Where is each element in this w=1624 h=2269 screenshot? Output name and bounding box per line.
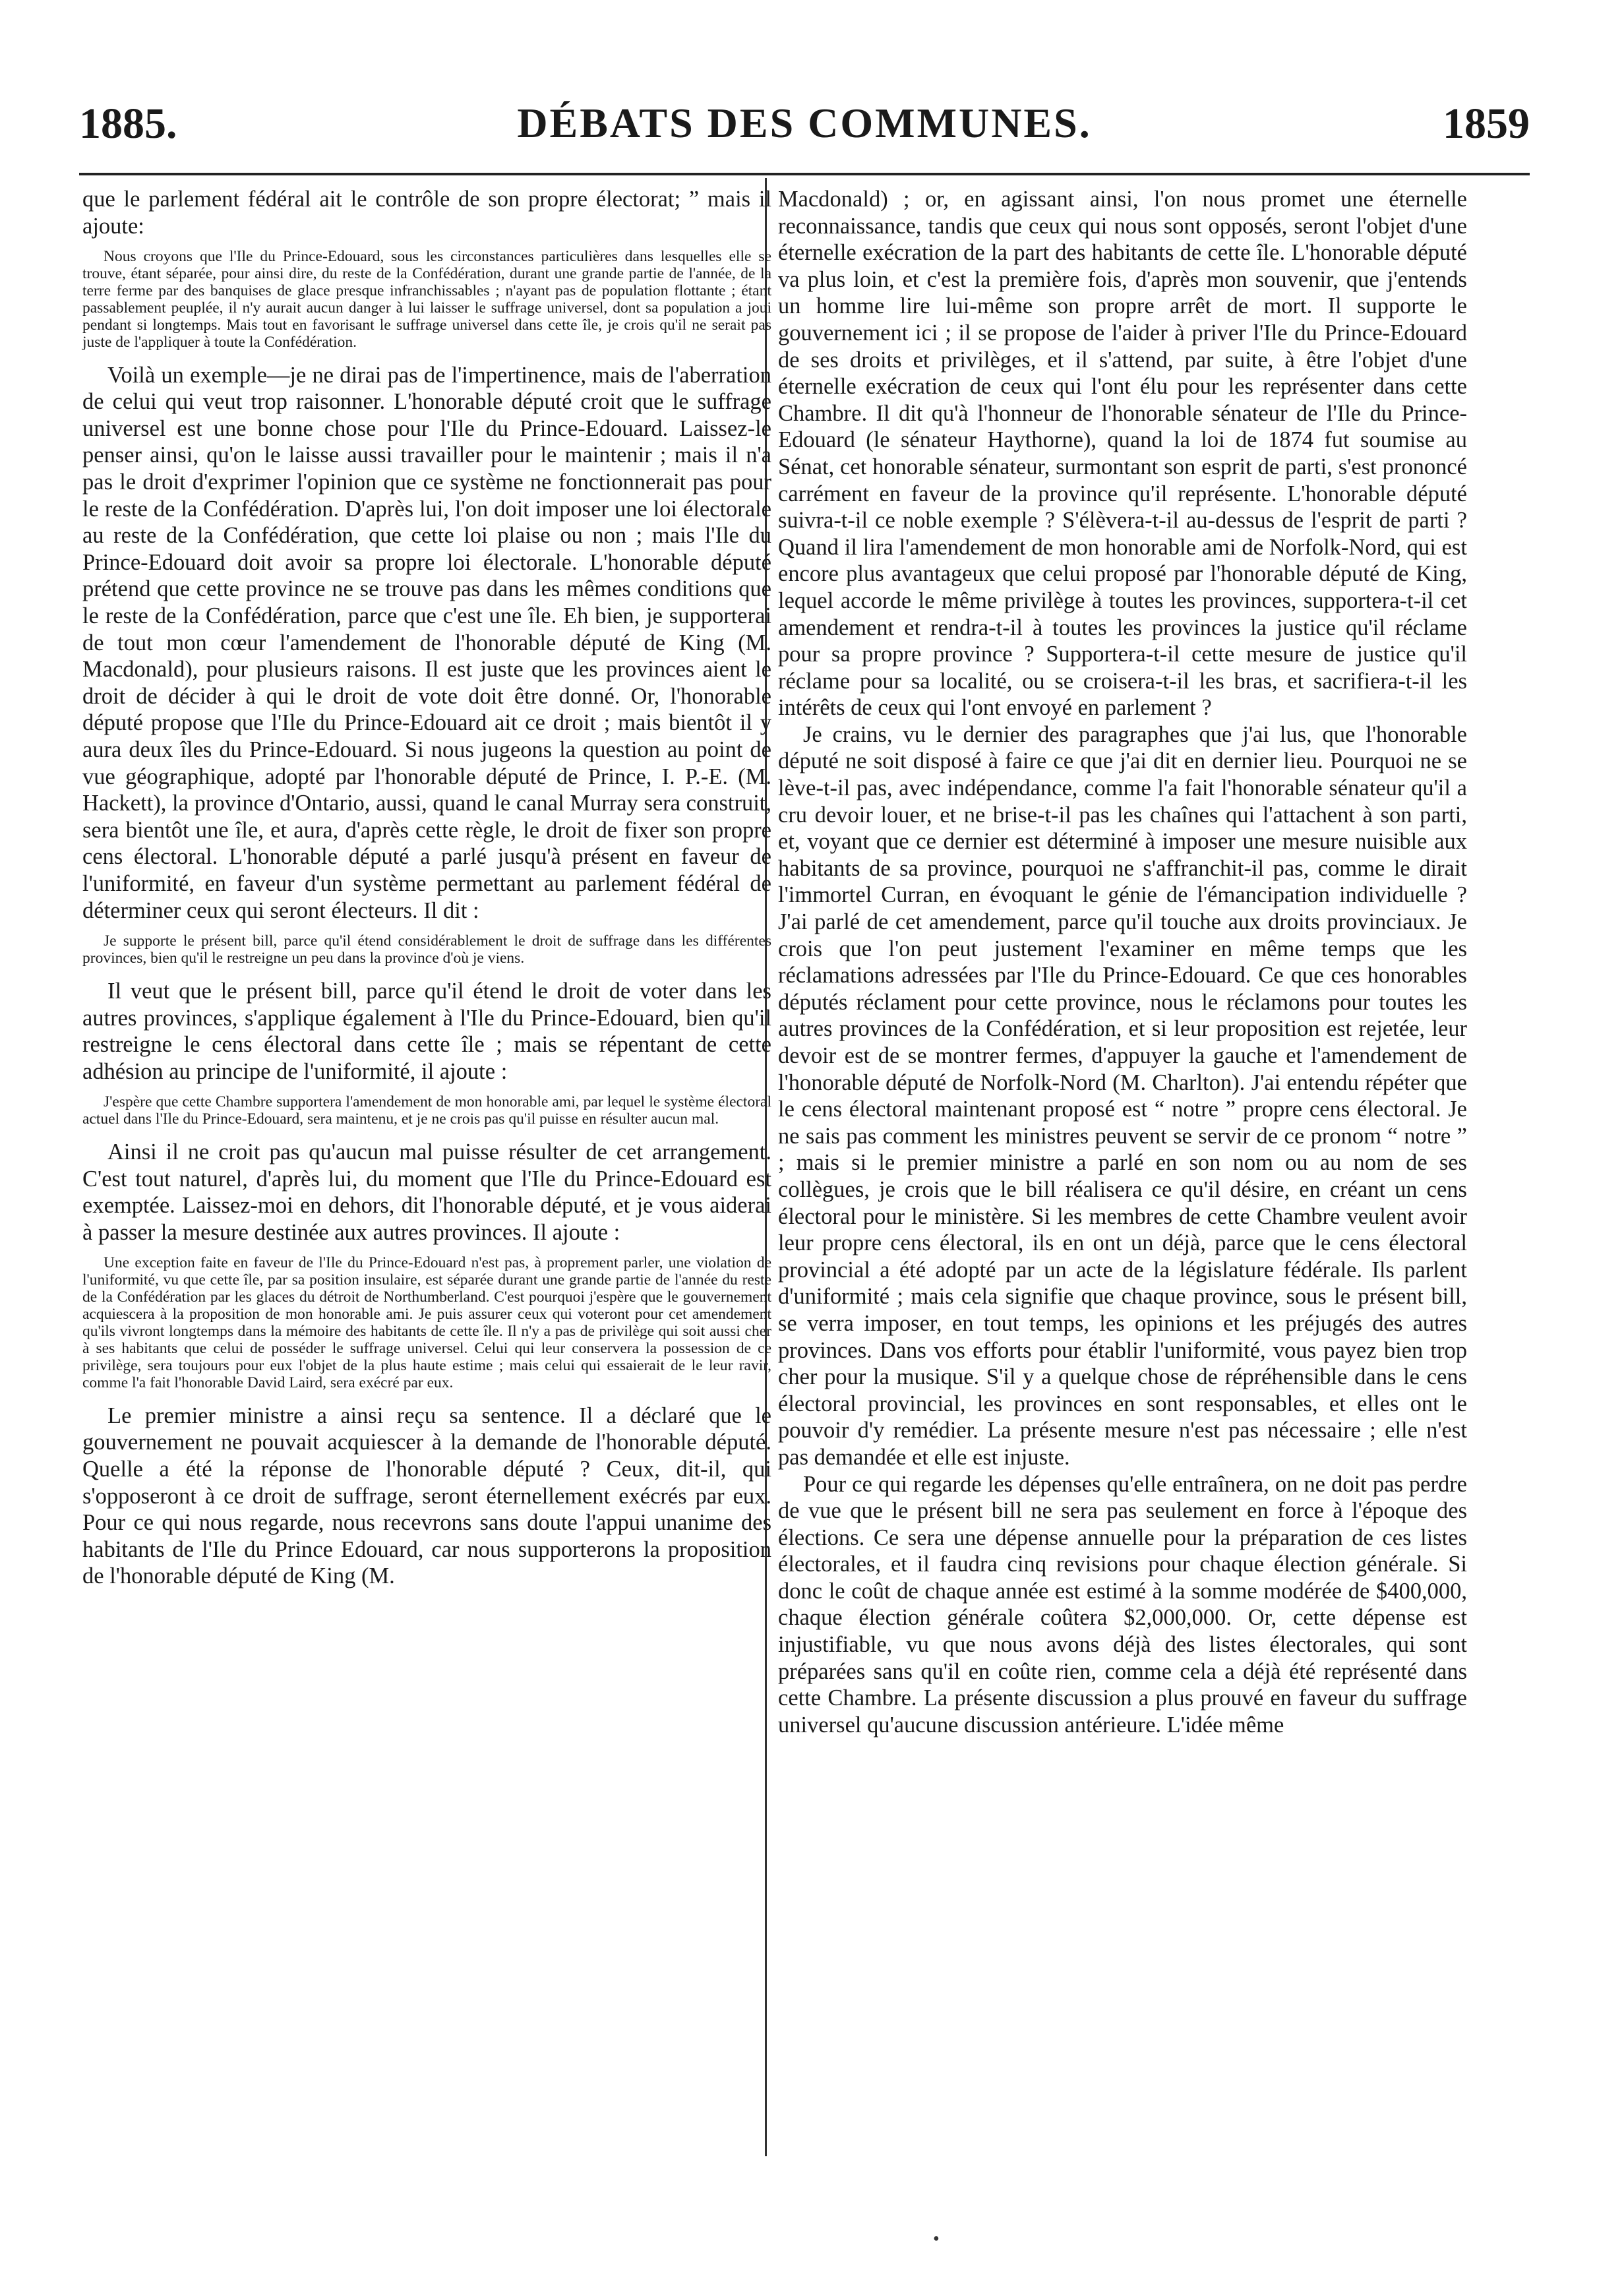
- header-page-number: 1859: [1443, 100, 1530, 148]
- left-paragraph-2: Voilà un exemple—je ne dirai pas de l'impertinence, mais de l'aberration de celui qui veut trop raisonner. L'honorable député croit que le suffrage universel est une bonne chose pour l'Ile du Prince-Edouard. Laissez-le penser ainsi, qu'on le laisse aussi travailler pour le maintenir ; mais il n'a pas le droit d'exprimer l'opinion que ce système ne fonctionnerait pas pour le reste de la Confédération. D'après lui, l'on doit imposer une loi électorale au reste de la Confédération, que cette loi plaise ou non ; mais l'Ile du Prince-Edouard doit avoir sa propre loi électorale. L'honorable député prétend que cette province ne se trouve pas dans les mêmes conditions que le reste de la Confédération, parce que c'est une île. Eh bien, je supporterai de tout mon cœur l'amendement de l'honorable député de King (M. Macdonald), pour plusieurs raisons. Il est juste que les provinces aient le droit de décider à qui le droit de vote doit être donné. Or, l'honorable député propose que l'Ile du Prince-Edouard ait ce droit ; mais bientôt il y aura deux îles du Prince-Edouard. Si nous jugeons la question au point de vue géographique, adopté par l'honorable député de Prince, I. P.-E. (M. Hackett), la province d'Ontario, aussi, quand le canal Murray sera construit, sera bientôt une île, et aura, d'après cette règle, le droit de fixer son propre cens électoral. L'honorable député a parlé jusqu'à présent en faveur de l'uniformité, en faveur d'un système permettant au parlement fédéral de déterminer ceux qui seront électeurs. Il dit :: [82, 362, 771, 923]
- right-paragraph-3: Pour ce qui regarde les dépenses qu'elle entraînera, on ne doit pas perdre de vue que le présent bill ne sera pas seulement en force à l'époque des élections. Ce sera une dépense annuelle pour la préparation de ces listes électorales, et il faudra cinq revisions pour chaque élection générale. Si donc le coût de chaque année est estimé à la somme modérée de $400,000, chaque élection générale coûtera $2,000,000. Or, cette dépense est injustifiable, vu que nous avons déjà des listes électorales, qui sont préparées sans qu'il en coûte rien, comme cela a déjà été représenté dans cette Chambre. La présente discussion a plus prouvé en faveur du suffrage universel qu'aucune discussion antérieure. L'idée même: [778, 1471, 1467, 1738]
- left-quote-4: Une exception faite en faveur de l'Ile du Prince-Edouard n'est pas, à proprement parler, une violation de l'uniformité, vu que cette île, par sa position insulaire, est séparée durant une grande partie de l'année du reste de la Confédération par les glaces du détroit de Northumberland. C'est pourquoi j'espère que le gouvernement acquiescera à la proposition de mon honorable ami. Je puis assurer ceux qui voteront pour cet amendement qu'ils vivront longtemps dans la mémoire des habitants de cette île. Il n'y a pas de privilège qui soit aussi cher à ses habitants que celui de posséder le suffrage universel. Celui qui leur conservera la possession de ce privilège, sera toujours pour eux l'objet de la plus haute estime ; mais celui qui essaierait de le leur ravir, comme l'a fait l'honorable David Laird, sera exécré par eux.: [82, 1254, 771, 1391]
- right-paragraph-2: Je crains, vu le dernier des paragraphes que j'ai lus, que l'honorable député ne soit disposé à faire ce que j'ai dit en dernier lieu. Pourquoi ne se lève-t-il pas, avec indépendance, comme l'a fait l'honorable sénateur qu'il a cru devoir louer, et ne brise-t-il pas les chaînes qui l'attachent à son parti, et, voyant que ce dernier est déterminé à imposer une mesure nuisible aux habitants de sa province, pourquoi ne s'affranchit-il pas, comme le dirait l'immortel Curran, en évoquant le génie de l'émancipation individuelle ? J'ai parlé de cet amendement, parce qu'il touche aux droits provinciaux. Je crois que l'on peut justement l'examiner en même temps que les réclamations adressées par l'Ile du Prince-Edouard. Ce que ces honorables députés réclament pour cette province, nous le réclamons pour toutes les autres provinces de la Confédération, et si leur proposition est rejetée, leur devoir est de se montrer fermes, d'appuyer la gauche et l'amendement de l'honorable député de Norfolk-Nord (M. Charlton). J'ai entendu répéter que le cens électoral maintenant proposé est “ notre ” propre cens électoral. Je ne sais pas comment les ministres peuvent se servir de ce pronom “ notre ” ; mais si le premier ministre a parlé en son nom ou au nom de ses collègues, je crois que le bill réalisera ce qu'il désire, en créant un cens électoral pour le ministère. Si les membres de cette Chambre veulent avoir leur propre cens électoral, ils en ont un déjà, parce que le cens électoral provincial a été adopté par un acte de la législature fédérale. Ils parlent d'uniformité ; mais cela signifie que chaque province, sous le présent bill, se verra imposer, en tout temps, les opinions et les préjugés des autres provinces. Dans vos efforts pour établir l'uniformité, vous payez bien trop cher pour la musique. S'il y a quelque chose de répréhensible dans le cens électoral provincial, les provinces en sont responsables, et elles ont le pouvoir d'y remédier. La présente mesure n'est pas nécessaire ; elle n'est pas demandée et elle est injuste.: [778, 721, 1467, 1470]
- right-paragraph-1: Macdonald) ; or, en agissant ainsi, l'on nous promet une éternelle reconnaissance, tandis que ceux qui nous sont opposés, seront l'objet d'une éternelle exécration de la part des habitants de cette île. L'honorable député va plus loin, et c'est la première fois, d'après mon souvenir, que j'entends un homme lire lui-même son propre arrêt de mort. Il supporte le gouvernement ici ; il se propose de l'aider à priver l'Ile du Prince-Edouard de ses droits et privilèges, et il s'attend, par suite, à être l'objet d'une éternelle exécration de ceux qui l'ont élu pour les représenter dans cette Chambre. Il dit qu'à l'honneur de l'honorable sénateur de l'Ile du Prince-Edouard (le sénateur Haythorne), quand la loi de 1874 fut soumise au Sénat, cet honorable sénateur, surmontant son esprit de parti, s'est prononcé carrément en faveur de la province qu'il représente. L'honorable député suivra-t-il ce noble exemple ? S'élèvera-t-il au-dessus de l'esprit de parti ? Quand il lira l'amendement de mon honorable ami de Norfolk-Nord, qui est encore plus avantageux que celui proposé par l'honorable député de King, lequel accorde le même privilège à toutes les provinces, supportera-t-il cet amendement et rendra-t-il à toutes les provinces la justice qu'il réclame pour sa propre province ? Supportera-t-il cette mesure de justice qu'il réclame pour sa localité, ou se croisera-t-il les bras, et sacrifiera-t-il les intérêts de ceux qui l'ont envoyé en parlement ?: [778, 187, 1467, 721]
- left-quote-3: J'espère que cette Chambre supportera l'amendement de mon honorable ami, par lequel le système électoral actuel dans l'Ile du Prince-Edouard, sera maintenu, et je ne crois pas qu'il puisse en résulter aucun mal.: [82, 1093, 771, 1128]
- right-column: [778, 186, 1467, 1738]
- page-header: [79, 99, 1530, 171]
- left-column: [82, 186, 771, 1590]
- left-paragraph-4: Ainsi il ne croit pas qu'aucun mal puisse résulter de cet arrangement. C'est tout naturel, d'après lui, du moment que l'Ile du Prince-Edouard est exemptée. Laissez-moi en dehors, dit l'honorable député, et je vous aiderai à passer la mesure destinée aux autres provinces. Il ajoute :: [82, 1139, 771, 1245]
- left-quote-2: Je supporte le présent bill, parce qu'il étend considérablement le droit de suffrage dans les différentes provinces, bien qu'il le restreigne un peu dans la province d'où je viens.: [82, 932, 771, 967]
- header-rule: [79, 173, 1530, 175]
- left-paragraph-3: Il veut que le présent bill, parce qu'il étend le droit de voter dans les autres provinces, s'applique également à l'Ile du Prince-Edouard, bien qu'il restreigne le cens électoral dans cette île ; mais se répentant de cette adhésion au principe de l'uniformité, il ajoute :: [82, 978, 771, 1084]
- left-paragraph-1: que le parlement fédéral ait le contrôle de son propre électorat; ” mais il ajoute:: [82, 187, 771, 239]
- header-title: DÉBATS DES COMMUNES.: [517, 100, 1092, 146]
- left-quote-1: Nous croyons que l'Ile du Prince-Edouard, sous les circonstances particulières dans lesquelles elle se trouve, étant séparée, pour ainsi dire, du reste de la Confédération, durant une grande partie de l'année, de la terre ferme par des banquises de glace presque infranchissables ; n'ayant pas de population flottante ; étant passablement peuplée, il n'y aurait aucun danger à lui laisser le suffrage universel, dont sa population a joui pendant si longtemps. Mais tout en favorisant le suffrage universel dans cette île, je crois qu'il ne serait pas juste de l'appliquer à toute la Confédération.: [82, 248, 771, 351]
- header-year: 1885.: [79, 100, 177, 148]
- left-paragraph-5: Le premier ministre a ainsi reçu sa sentence. Il a déclaré que le gouvernement ne pouvait acquiescer à la demande de l'honorable député. Quelle a été la réponse de l'honorable député ? Ceux, dit-il, qui s'opposeront à ce droit de suffrage, seront éternellement exécrés par eux. Pour ce qui nous regarde, nous recevrons sans doute l'appui unanime des habitants de l'Ile du Prince Edouard, car nous supporterons la proposition de l'honorable député de King (M.: [82, 1403, 771, 1589]
- page-speck: •: [933, 2229, 940, 2249]
